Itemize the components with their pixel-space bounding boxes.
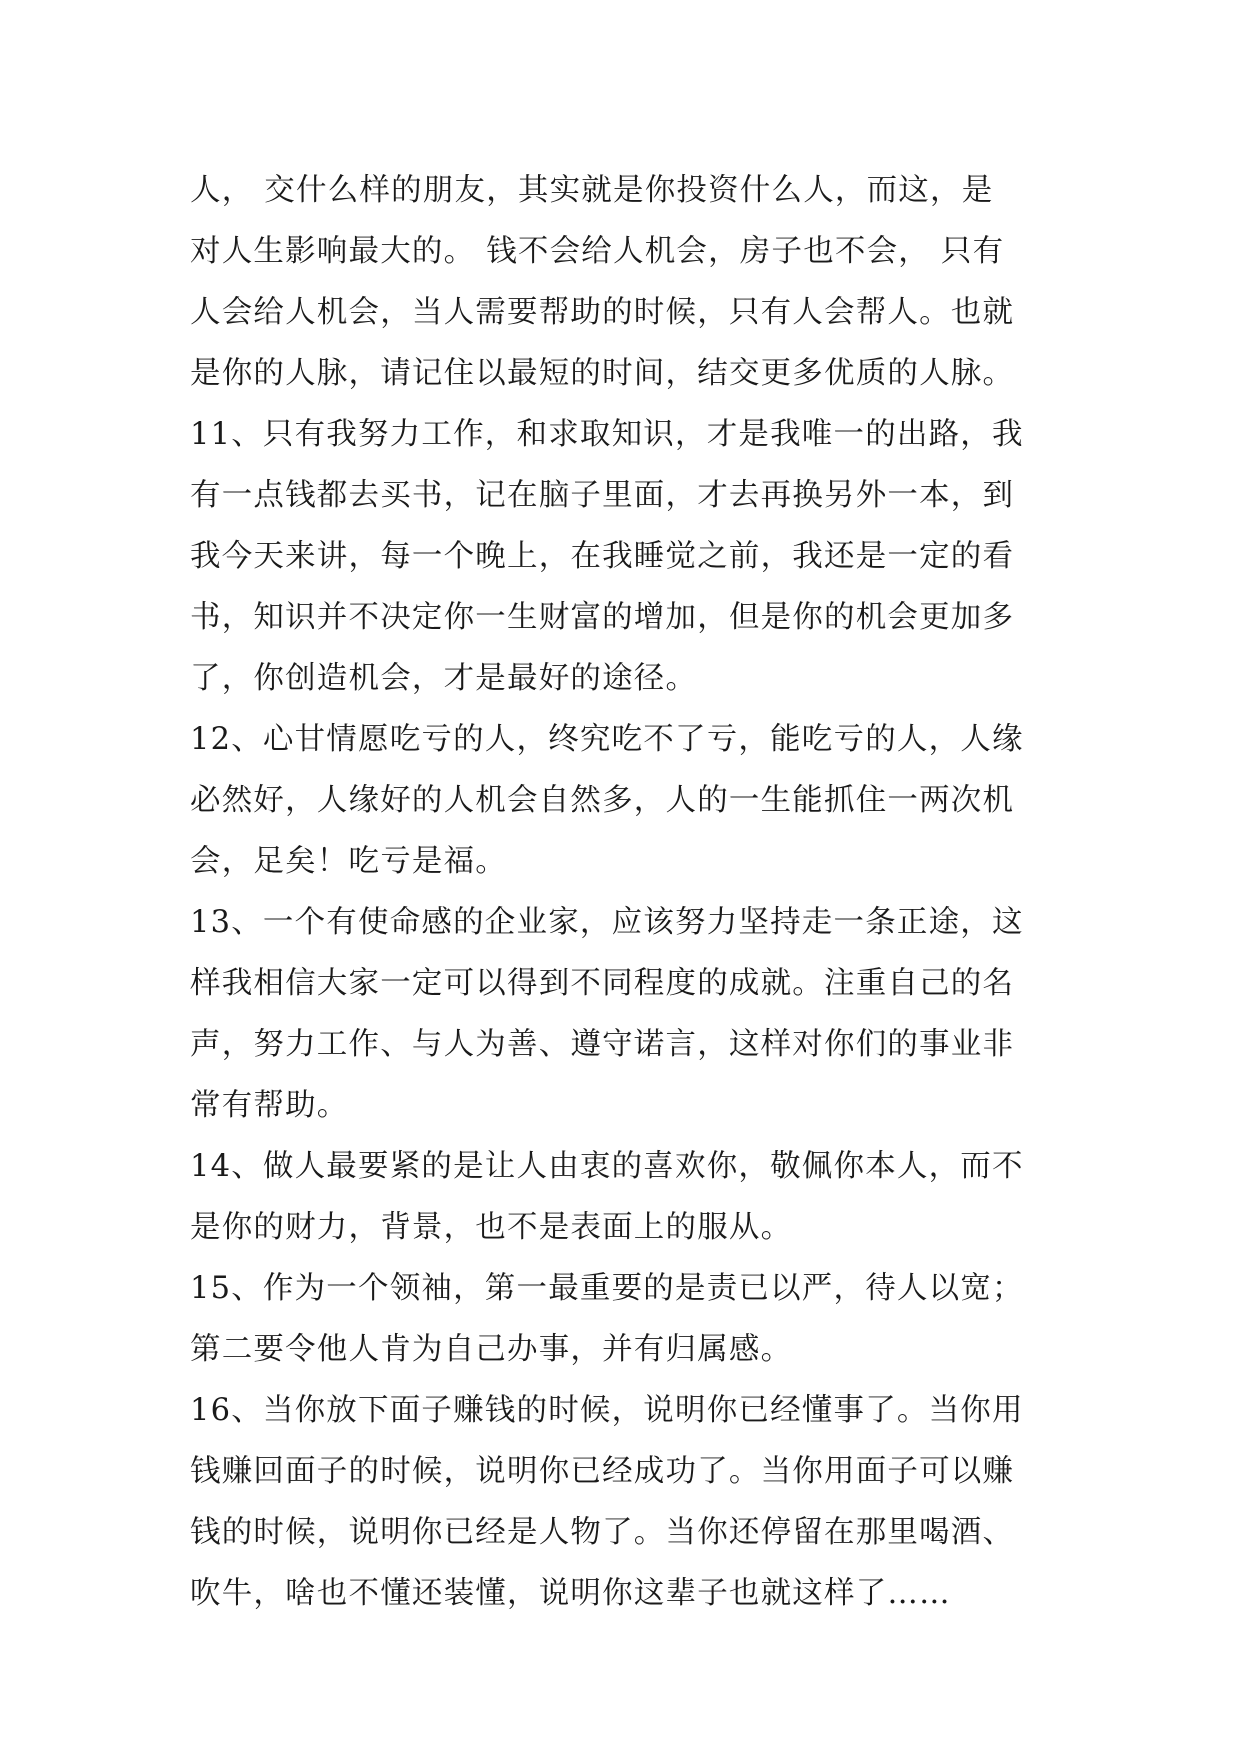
- paragraph-11-line: 11、只有我努力工作，和求取知识，才是我唯一的出路，我: [190, 417, 1024, 452]
- text-line: 对人生影响最大的。 钱不会给人机会，房子也不会， 只有: [190, 234, 1005, 269]
- text-line: 必然好，人缘好的人机会自然多，人的一生能抓住一两次机: [190, 783, 1015, 818]
- text-line: 第二要令他人肯为自己办事，并有归属感。: [190, 1332, 793, 1367]
- text-line: 书，知识并不决定你一生财富的增加，但是你的机会更加多: [190, 600, 1015, 635]
- paragraph-14-line: 14、做人最要紧的是让人由衷的喜欢你，敬佩你本人，而不: [190, 1149, 1024, 1184]
- text-line: 声，努力工作、与人为善、遵守诺言，这样对你们的事业非: [190, 1027, 1015, 1062]
- paragraph-13-line: 13、一个有使命感的企业家，应该努力坚持走一条正途，这: [190, 905, 1024, 940]
- text-line: 钱赚回面子的时候，说明你已经成功了。当你用面子可以赚: [190, 1454, 1015, 1489]
- text-line: 人会给人机会，当人需要帮助的时候，只有人会帮人。也就: [190, 295, 1015, 330]
- text-line: 了，你创造机会，才是最好的途径。: [190, 661, 698, 696]
- paragraph-12-line: 12、心甘情愿吃亏的人，终究吃不了亏，能吃亏的人，人缘: [190, 722, 1024, 757]
- text-line: 吹牛，啥也不懂还装懂，说明你这辈子也就这样了……: [190, 1576, 951, 1611]
- text-line: 有一点钱都去买书，记在脑子里面，才去再换另外一本，到: [190, 478, 1015, 513]
- text-line: 常有帮助。: [190, 1088, 349, 1123]
- text-line: 样我相信大家一定可以得到不同程度的成就。注重自己的名: [190, 966, 1015, 1001]
- text-line: 我今天来讲，每一个晚上，在我睡觉之前，我还是一定的看: [190, 539, 1015, 574]
- paragraph-16-line: 16、当你放下面子赚钱的时候，说明你已经懂事了。当你用: [190, 1393, 1024, 1428]
- text-line: 会，足矣！吃亏是福。: [190, 844, 507, 879]
- document-body: [190, 160, 1070, 1624]
- text-line: 人， 交什么样的朋友，其实就是你投资什么人，而这，是: [190, 173, 994, 208]
- text-line: 是你的财力，背景，也不是表面上的服从。: [190, 1210, 793, 1245]
- text-line: 是你的人脉，请记住以最短的时间，结交更多优质的人脉。: [190, 356, 1015, 391]
- paragraph-15-line: 15、作为一个领袖，第一最重要的是责已以严，待人以宽；: [190, 1271, 1024, 1306]
- text-line: 钱的时候，说明你已经是人物了。当你还停留在那里喝酒、: [190, 1515, 1015, 1550]
